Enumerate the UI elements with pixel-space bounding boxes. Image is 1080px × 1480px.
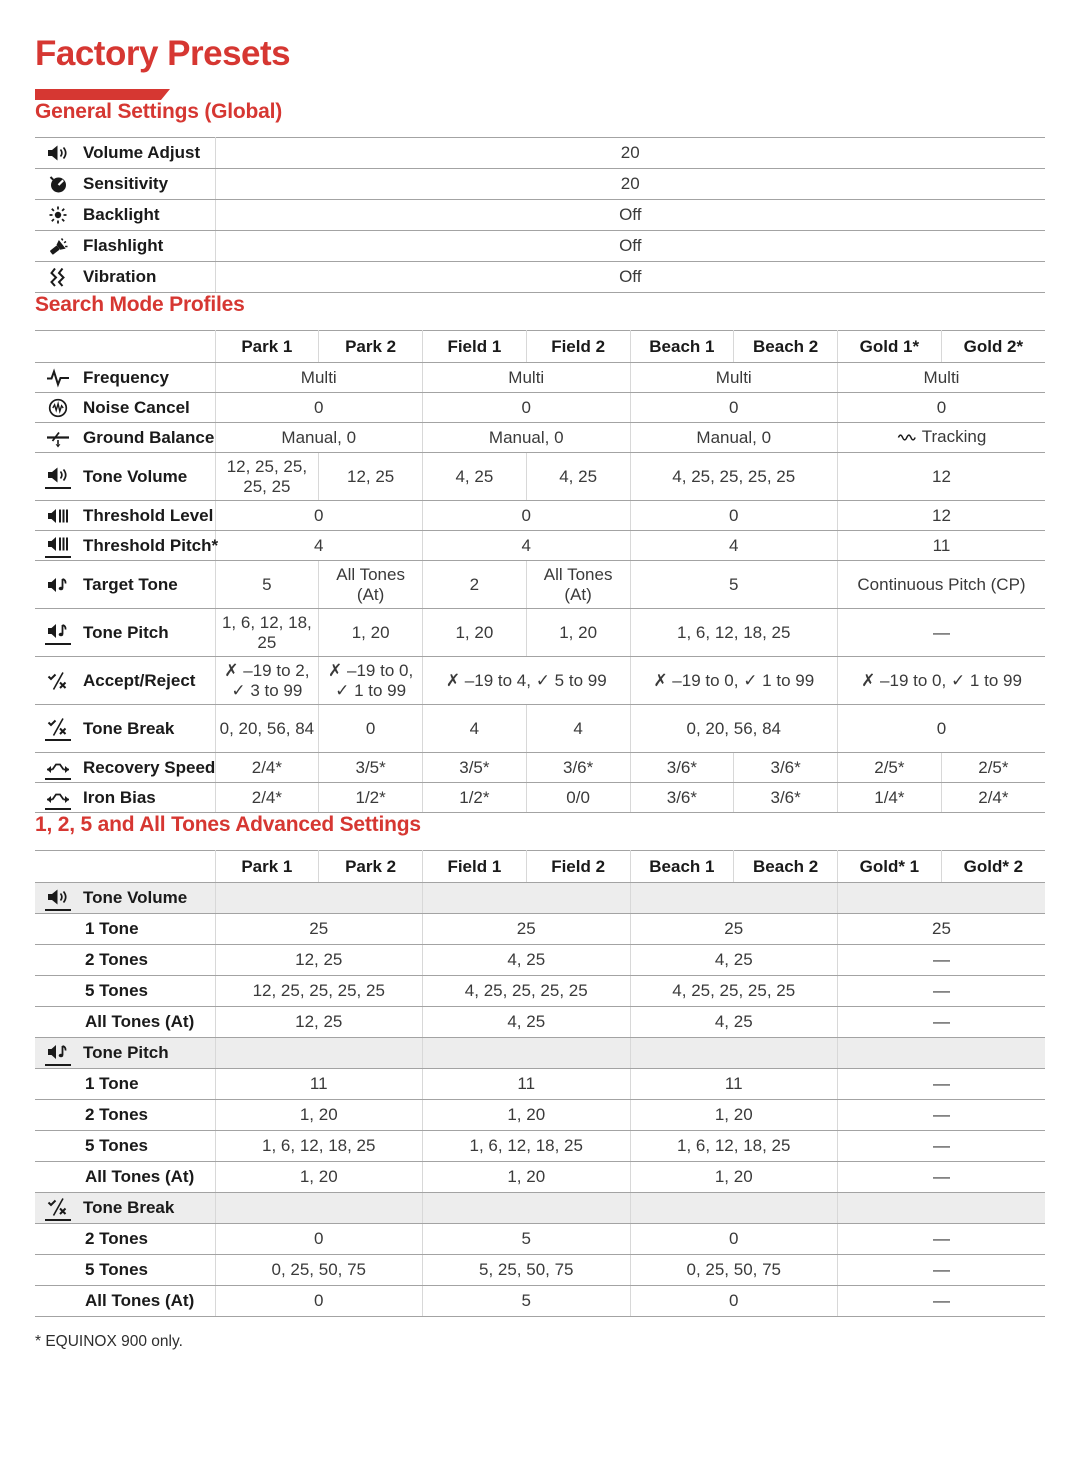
row-label-text: Tone Pitch <box>83 622 169 642</box>
value-cell: 0 <box>630 1224 838 1255</box>
recovery-speed-icon <box>45 755 71 780</box>
value-cell: — <box>838 945 1046 976</box>
row-label-1-tone <box>35 914 215 945</box>
value-cell: 0, 20, 56, 84 <box>215 705 319 753</box>
section-row-tone-volume <box>35 883 1045 914</box>
column-header-field-2: Field 2 <box>526 851 630 883</box>
row-label-text: Frequency <box>83 367 169 387</box>
value-cell: 11 <box>423 1069 631 1100</box>
value-cell: 4, 25 <box>526 453 630 501</box>
value-cell: 0 <box>215 1224 423 1255</box>
vibration-icon <box>45 266 71 288</box>
value-cell: 20 <box>215 169 1045 200</box>
value-cell: 4 <box>526 705 630 753</box>
row-1-tone <box>35 914 1045 945</box>
row-label-ground-balance <box>35 423 215 453</box>
row-label-text: 2 Tones <box>85 950 148 970</box>
value-cell: 5 <box>215 561 319 609</box>
value-cell: 2/4* <box>941 783 1045 813</box>
value-cell: 4, 25, 25, 25, 25 <box>630 453 838 501</box>
row-label-text: Tone Break <box>83 718 175 738</box>
row-label-text: 1 Tone <box>85 1074 139 1094</box>
value-cell: 0 <box>423 501 631 531</box>
column-header-field-2: Field 2 <box>526 331 630 363</box>
value-cell: 4, 25 <box>423 1007 631 1038</box>
value-cell <box>423 1193 631 1224</box>
value-cell <box>838 1193 1046 1224</box>
value-cell: 4 <box>215 531 423 561</box>
value-cell <box>423 883 631 914</box>
row-label-text: Tone Volume <box>83 888 188 908</box>
row-2-tones <box>35 1224 1045 1255</box>
row-label-tone-volume <box>35 883 215 914</box>
row-label-all-tones-at <box>35 1286 215 1317</box>
threshold-icon <box>45 505 71 527</box>
value-cell: 2 <box>423 561 527 609</box>
value-cell: 25 <box>630 914 838 945</box>
tone-volume-icon <box>45 886 71 911</box>
row-backlight <box>35 200 1045 231</box>
value-cell: 2/5* <box>838 753 942 783</box>
value-cell: 3/6* <box>734 783 838 813</box>
value-cell: 3/6* <box>734 753 838 783</box>
row-label-1-tone <box>35 1069 215 1100</box>
row-label-all-tones-at <box>35 1007 215 1038</box>
value-cell: Manual, 0 <box>423 423 631 453</box>
value-cell: 4 <box>423 531 631 561</box>
value-cell: — <box>838 1007 1046 1038</box>
value-cell: — <box>838 1100 1046 1131</box>
value-cell: — <box>838 1224 1046 1255</box>
value-cell: ✗ –19 to 4, ✓ 5 to 99 <box>423 657 631 705</box>
column-header-field-1: Field 1 <box>423 331 527 363</box>
column-header-gold-2: Gold 2* <box>941 331 1045 363</box>
ground-balance-icon <box>45 427 71 449</box>
row-tone-break <box>35 705 1045 753</box>
row-label-all-tones-at <box>35 1162 215 1193</box>
value-cell: Multi <box>215 363 423 393</box>
value-cell: 2/5* <box>941 753 1045 783</box>
value-cell: 1, 6, 12, 18, 25 <box>423 1131 631 1162</box>
value-cell: 1, 20 <box>215 1162 423 1193</box>
value-cell: 2/4* <box>215 783 319 813</box>
value-cell: 12 <box>838 453 1046 501</box>
value-cell: Off <box>215 262 1045 293</box>
value-cell: 0 <box>630 1286 838 1317</box>
value-cell: 1, 6, 12, 18, 25 <box>630 609 838 657</box>
target-tone-icon <box>45 574 71 596</box>
value-cell: 3/6* <box>526 753 630 783</box>
row-threshold-pitch <box>35 531 1045 561</box>
value-cell: 5 <box>630 561 838 609</box>
value-cell: 1, 20 <box>423 1162 631 1193</box>
value-cell: 11 <box>215 1069 423 1100</box>
row-label-tone-break <box>35 1193 215 1224</box>
value-cell: 1/2* <box>423 783 527 813</box>
value-cell: 3/5* <box>423 753 527 783</box>
value-cell: 0 <box>215 393 423 423</box>
column-header-park-1: Park 1 <box>215 331 319 363</box>
value-cell: 1, 6, 12, 18, 25 <box>630 1131 838 1162</box>
value-cell: 25 <box>838 914 1046 945</box>
tracking-squiggle-icon <box>897 429 916 449</box>
value-cell: 4, 25, 25, 25, 25 <box>423 976 631 1007</box>
row-label-text: 5 Tones <box>85 1136 148 1156</box>
row-label-backlight <box>35 200 215 231</box>
title-underline-bar <box>35 89 170 100</box>
value-cell: — <box>838 1131 1046 1162</box>
value-cell: 0, 20, 56, 84 <box>630 705 838 753</box>
value-cell: 12, 25 <box>215 945 423 976</box>
row-iron-bias <box>35 783 1045 813</box>
search-mode-profiles-table <box>35 330 1045 813</box>
row-label-2-tones <box>35 1224 215 1255</box>
row-label-text: Target Tone <box>83 574 178 594</box>
value-cell: 3/6* <box>630 753 734 783</box>
footnote: * EQUINOX 900 only. <box>35 1333 183 1350</box>
column-header-beach-2: Beach 2 <box>734 851 838 883</box>
value-cell: Manual, 0 <box>215 423 423 453</box>
page-title: Factory Presets <box>35 34 291 73</box>
search-mode-profiles-heading: Search Mode Profiles <box>35 293 245 316</box>
sensitivity-icon <box>45 173 71 195</box>
row-label-text: 1 Tone <box>85 919 139 939</box>
tone-break-icon <box>45 1196 71 1221</box>
value-cell <box>215 883 423 914</box>
row-label-text: Tone Break <box>83 1198 175 1218</box>
value-cell <box>215 1193 423 1224</box>
row-label-text: Sensitivity <box>83 174 169 194</box>
row-5-tones <box>35 1255 1045 1286</box>
row-label-5-tones <box>35 976 215 1007</box>
value-cell <box>215 1038 423 1069</box>
frequency-icon <box>45 367 71 389</box>
row-label-text: Ground Balance <box>83 427 215 447</box>
value-cell: 1/2* <box>319 783 423 813</box>
row-recovery-speed <box>35 753 1045 783</box>
row-label-tone-volume <box>35 453 215 501</box>
value-cell: 12, 25 <box>215 1007 423 1038</box>
value-cell: 0 <box>215 501 423 531</box>
row-tone-volume <box>35 453 1045 501</box>
value-cell: 1, 20 <box>526 609 630 657</box>
value-cell: Multi <box>630 363 838 393</box>
row-label-5-tones <box>35 1131 215 1162</box>
value-cell: 1, 6, 12, 18, 25 <box>215 609 319 657</box>
row-label-text: 2 Tones <box>85 1105 148 1125</box>
row-target-tone <box>35 561 1045 609</box>
section-row-tone-break <box>35 1193 1045 1224</box>
column-header-gold-1: Gold* 1 <box>838 851 942 883</box>
row-frequency <box>35 363 1045 393</box>
value-cell: Manual, 0 <box>630 423 838 453</box>
row-accept-reject <box>35 657 1045 705</box>
row-label-5-tones <box>35 1255 215 1286</box>
row-all-tones-at <box>35 1007 1045 1038</box>
row-label-iron-bias <box>35 783 215 813</box>
row-label-sensitivity <box>35 169 215 200</box>
value-cell <box>630 1038 838 1069</box>
value-cell: 12 <box>838 501 1046 531</box>
row-label-volume-adjust <box>35 138 215 169</box>
row-vibration <box>35 262 1045 293</box>
value-cell <box>838 1038 1046 1069</box>
value-cell: 0 <box>630 501 838 531</box>
row-ground-balance <box>35 423 1045 453</box>
section-row-tone-pitch <box>35 1038 1045 1069</box>
iron-bias-icon <box>45 785 71 810</box>
column-header-park-2: Park 2 <box>319 851 423 883</box>
value-cell: 1, 20 <box>215 1100 423 1131</box>
row-label-noise-cancel <box>35 393 215 423</box>
value-cell <box>838 883 1046 914</box>
value-cell: 25 <box>423 914 631 945</box>
value-cell: ✗ –19 to 0, ✓ 1 to 99 <box>319 657 423 705</box>
row-tone-pitch <box>35 609 1045 657</box>
value-cell: 1, 6, 12, 18, 25 <box>215 1131 423 1162</box>
corner-cell <box>35 331 215 363</box>
row-label-text: All Tones (At) <box>85 1291 195 1311</box>
value-cell: 25 <box>215 914 423 945</box>
row-label-tone-pitch <box>35 609 215 657</box>
value-cell: — <box>838 1286 1046 1317</box>
value-cell: 4, 25 <box>423 453 527 501</box>
value-cell: 11 <box>630 1069 838 1100</box>
advanced-settings-heading: 1, 2, 5 and All Tones Advanced Settings <box>35 813 421 836</box>
column-header-park-2: Park 2 <box>319 331 423 363</box>
value-cell: 0 <box>630 393 838 423</box>
value-cell: 20 <box>215 138 1045 169</box>
value-cell: — <box>838 609 1046 657</box>
row-label-vibration <box>35 262 215 293</box>
value-cell: ✗ –19 to 2, ✓ 3 to 99 <box>215 657 319 705</box>
row-volume-adjust <box>35 138 1045 169</box>
accept-reject-icon <box>45 670 71 692</box>
row-label-text: Volume Adjust <box>83 143 201 163</box>
row-sensitivity <box>35 169 1045 200</box>
row-label-text: All Tones (At) <box>85 1167 195 1187</box>
row-label-text: Tone Pitch <box>83 1043 169 1063</box>
flashlight-icon <box>45 235 71 257</box>
value-cell: 5 <box>423 1286 631 1317</box>
value-cell: Multi <box>838 363 1046 393</box>
row-5-tones <box>35 976 1045 1007</box>
row-label-threshold-level <box>35 501 215 531</box>
row-label-threshold-pitch <box>35 531 219 561</box>
row-label-recovery-speed <box>35 753 215 783</box>
value-cell: — <box>838 976 1046 1007</box>
row-label-tone-break <box>35 705 215 753</box>
threshold-icon <box>45 533 71 558</box>
volume-icon <box>45 142 71 164</box>
value-cell: 3/5* <box>319 753 423 783</box>
row-label-text: Backlight <box>83 205 160 225</box>
column-header-beach-2: Beach 2 <box>734 331 838 363</box>
row-label-text: 5 Tones <box>85 1260 148 1280</box>
row-label-frequency <box>35 363 215 393</box>
value-cell: 4, 25, 25, 25, 25 <box>630 976 838 1007</box>
noise-cancel-icon <box>45 397 71 419</box>
value-cell: 1, 20 <box>319 609 423 657</box>
row-5-tones <box>35 1131 1045 1162</box>
row-noise-cancel <box>35 393 1045 423</box>
row-label-text: Tone Volume <box>83 466 188 486</box>
row-label-text: Accept/Reject <box>83 670 196 690</box>
value-cell: 0, 25, 50, 75 <box>630 1255 838 1286</box>
row-flashlight <box>35 231 1045 262</box>
value-cell: 12, 25, 25, 25, 25 <box>215 976 423 1007</box>
row-all-tones-at <box>35 1286 1045 1317</box>
value-cell: — <box>838 1255 1046 1286</box>
general-settings-heading: General Settings (Global) <box>35 100 283 123</box>
value-cell: 2/4* <box>215 753 319 783</box>
row-label-text: Flashlight <box>83 236 164 256</box>
row-label-text: 2 Tones <box>85 1229 148 1249</box>
value-cell: Continuous Pitch (CP) <box>838 561 1046 609</box>
value-cell: 11 <box>838 531 1046 561</box>
row-label-text: Threshold Pitch* <box>83 535 219 555</box>
row-label-2-tones <box>35 1100 215 1131</box>
value-cell <box>630 883 838 914</box>
value-cell: — <box>838 1069 1046 1100</box>
value-cell: — <box>838 1162 1046 1193</box>
row-label-accept-reject <box>35 657 215 705</box>
corner-cell <box>35 851 215 883</box>
advanced-settings-table <box>35 850 1045 1317</box>
row-label-2-tones <box>35 945 215 976</box>
value-cell: Off <box>215 200 1045 231</box>
column-header-gold-2: Gold* 2 <box>941 851 1045 883</box>
value-cell: 12, 25 <box>319 453 423 501</box>
row-label-text: All Tones (At) <box>85 1012 195 1032</box>
value-cell: 1, 20 <box>630 1100 838 1131</box>
column-header-beach-1: Beach 1 <box>630 331 734 363</box>
column-header-park-1: Park 1 <box>215 851 319 883</box>
value-cell: 4 <box>423 705 527 753</box>
value-cell: 1, 20 <box>423 1100 631 1131</box>
value-cell: 4, 25 <box>630 945 838 976</box>
value-cell: 0 <box>838 393 1046 423</box>
value-cell: 0 <box>215 1286 423 1317</box>
value-cell: 4, 25 <box>423 945 631 976</box>
row-threshold-level <box>35 501 1045 531</box>
column-header-beach-1: Beach 1 <box>630 851 734 883</box>
value-cell: ✗ –19 to 0, ✓ 1 to 99 <box>838 657 1046 705</box>
row-label-text: Noise Cancel <box>83 397 190 417</box>
row-label-text: 5 Tones <box>85 981 148 1001</box>
row-label-flashlight <box>35 231 215 262</box>
value-cell: 0/0 <box>526 783 630 813</box>
value-cell: All Tones (At) <box>526 561 630 609</box>
value-cell: Multi <box>423 363 631 393</box>
value-cell: 0 <box>423 393 631 423</box>
value-cell: 1/4* <box>838 783 942 813</box>
row-2-tones <box>35 945 1045 976</box>
value-cell: 1, 20 <box>423 609 527 657</box>
value-cell: Off <box>215 231 1045 262</box>
value-cell <box>423 1038 631 1069</box>
row-label-text: Recovery Speed <box>83 757 216 777</box>
row-label-tone-pitch <box>35 1038 215 1069</box>
column-header-gold-1: Gold 1* <box>838 331 942 363</box>
row-label-text: Vibration <box>83 267 157 287</box>
value-cell: 0, 25, 50, 75 <box>215 1255 423 1286</box>
value-cell: ✗ –19 to 0, ✓ 1 to 99 <box>630 657 838 705</box>
value-cell: 1, 20 <box>630 1162 838 1193</box>
tone-break-icon <box>45 716 71 741</box>
tone-pitch-icon <box>45 1041 71 1066</box>
value-cell <box>630 1193 838 1224</box>
value-cell: 3/6* <box>630 783 734 813</box>
value-cell: 0 <box>319 705 423 753</box>
tone-volume-icon <box>45 464 71 489</box>
backlight-icon <box>45 204 71 226</box>
value-cell: Tracking <box>838 423 1046 453</box>
value-cell: 4 <box>630 531 838 561</box>
value-cell: 0 <box>838 705 1046 753</box>
value-cell: 5 <box>423 1224 631 1255</box>
value-cell: 4, 25 <box>630 1007 838 1038</box>
row-2-tones <box>35 1100 1045 1131</box>
row-label-text: Iron Bias <box>83 787 156 807</box>
row-label-target-tone <box>35 561 215 609</box>
row-1-tone <box>35 1069 1045 1100</box>
general-settings-table <box>35 137 1045 293</box>
value-cell: 5, 25, 50, 75 <box>423 1255 631 1286</box>
row-all-tones-at <box>35 1162 1045 1193</box>
column-header-field-1: Field 1 <box>423 851 527 883</box>
tone-pitch-icon <box>45 620 71 645</box>
value-cell: All Tones (At) <box>319 561 423 609</box>
row-label-text: Threshold Level <box>83 505 214 525</box>
value-cell: 12, 25, 25, 25, 25 <box>215 453 319 501</box>
